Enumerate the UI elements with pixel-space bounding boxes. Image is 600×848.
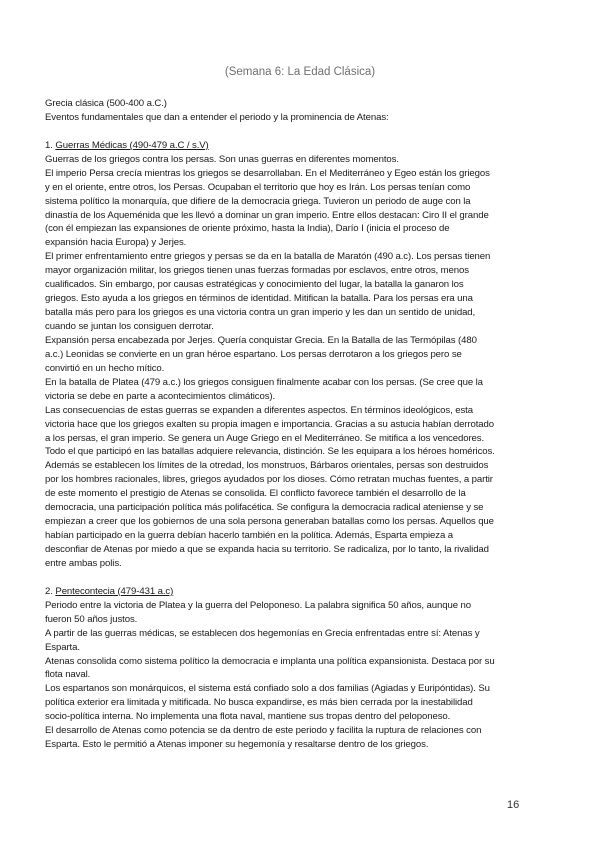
text-line: victoria hace que los griegos exalten su propia imagen e importancia. Gracias a su astucia habían derrotado (45, 418, 494, 430)
page-number: 16 (507, 799, 520, 811)
text-line: entre ambas polis. (45, 557, 122, 569)
spacer (45, 125, 557, 139)
text-line: batalla más pero para los griegos es una victoria contra un gran imperio y les dan un sentido de unidad, (45, 307, 476, 319)
text-line: cuando se juntan los consiguen derrotar. (45, 321, 214, 332)
page-header: (Semana 6: La Edad Clásica) (224, 66, 376, 78)
text-line: sistema político la monarquía, que difiere de la democracia griega. Tuvieron un periodo de auge con la (45, 195, 471, 207)
text-line: El desarrollo de Atenas como potencia se da dentro de este periodo y facilita la ruptura de relaciones con (45, 725, 482, 737)
text-line: y en el oriente, entre otros, los Persas. Ocupaban el territorio que hoy es Irán. Los persas tenían como (45, 181, 471, 193)
text-line: dinastía de los Aqueménida que les llevó a dominar un gran imperio. Entre ellos destacan: Ciro II el grande (45, 209, 489, 221)
text-line: fueron 50 años justos. (45, 613, 138, 625)
text-line: mayor organización militar, los griegos tienen unas fuerzas formadas por esclavos, entre otros, menos (45, 265, 469, 277)
text-line: Esparta. Esto le permitió a Atenas imponer su hegemonía y resaltarse dentro de los griegos. (45, 739, 429, 751)
text-line: El imperio Persa crecía mientras los griegos se desarrollaban. En el Mediterráneo y Egeo están los griegos (45, 167, 490, 179)
text-line: habían participado en la guerra debían hacerlo también en la política. Además, Esparta empieza a (45, 530, 453, 542)
text-line: Los espartanos son monárquicos, el sistema está confiado solo a dos familias (Agiadas y Euripóntidas). Su (45, 683, 490, 695)
text-line: por los hombres racionales, libres, griegos ayudados por los dioses. Cómo retratan muchas fuentes, a partir (45, 474, 493, 486)
text-line: victoria se debe en parte a acontecimientos climáticos). (45, 390, 276, 402)
document-title: Grecia clásica (500-400 a.C.) (45, 98, 167, 109)
section-2-title: Pentecontecia (479-431 a.c) (55, 585, 174, 597)
text-line: desconfiar de Atenas por miedo a que se expanda hacia su territorio. Se radicaliza, por lo tanto, la rivalidad (45, 544, 489, 555)
text-line: griegos. Esto ayuda a los griegos en términos de identidad. Mitifican la batalla. Para los persas era una (45, 293, 473, 305)
section-2-body (45, 599, 557, 752)
text-line: (con él empiezan las expansiones de oriente próximo, hasta la India), Darío I (inicia el proceso de (45, 223, 450, 235)
text-line: Las consecuencias de estas guerras se expanden a diferentes aspectos. En términos ideológicos, esta (45, 404, 473, 416)
text-line: política exterior era limitada y mitificada. No busca expandirse, es más bien cerrada por la inestabilidad (45, 697, 473, 709)
section-1-title: Guerras Médicas (490-479 a.C / s.V) (55, 139, 209, 151)
text-line: democracia, una participación política más polifacética. Se configura la democracia radical ateniense y se (45, 502, 484, 514)
text-line: Guerras de los griegos contra los persas. Son unas guerras en diferentes momentos. (45, 153, 399, 165)
text-line: empiezan a creer que los gobiernos de una sola persona generaban batallas como los persas. Aquellos que (45, 516, 494, 528)
text-line: A partir de las guerras médicas, se establecen dos hegemonías en Grecia enfrentadas entre sí: Atenas y (45, 627, 480, 639)
section-2-heading (45, 585, 557, 599)
text-line: socio-política interna. No implementa una flota naval, mantiene sus tropas dentro del peloponeso. (45, 711, 451, 723)
document-body (45, 97, 557, 752)
section-1-body (45, 153, 557, 571)
text-line: Todo el que participó en las batallas adquiere relevancia, distinción. Se les equipara a los héroes homéricos. (45, 446, 495, 458)
text-line: Además se establecen los límites de la otredad, los monstruos, Bárbaros orientales, persas son destruidos (45, 460, 489, 472)
text-line: cualificados. Sin embargo, por causas estratégicas y conocimiento del lugar, la batalla la ganaron los (45, 279, 464, 291)
text-line: Expansión persa encabezada por Jerjes. Quería conquistar Grecia. En la Batalla de las Termópilas (480 (45, 334, 477, 346)
text-line: Atenas consolida como sistema político la democracia e implanta una política expansionista. Destaca por su (45, 655, 495, 667)
text-line: flota naval. (45, 669, 91, 681)
text-line: convirtió en un hecho mítico. (45, 362, 165, 374)
text-line: Esparta. (45, 641, 80, 653)
intro-text: Eventos fundamentales que dan a entender el periodo y la prominencia de Atenas: (45, 111, 389, 123)
section-1-heading (45, 139, 557, 153)
text-line: En la batalla de Platea (479 a.c.) los griegos consiguen finalmente acabar con los persas. (Se cree que la (45, 376, 483, 388)
text-line: Periodo entre la victoria de Platea y la guerra del Peloponeso. La palabra significa 50 años, aunque no (45, 599, 471, 611)
text-line: de este momento el prestigio de Atenas se consolida. El conflicto favorece también el desarrollo de la (45, 488, 466, 500)
text-line: El primer enfrentamiento entre griegos y persas se da en la batalla de Maratón (490 a.c). Los persas tienen (45, 251, 491, 263)
text-line: a.c.) Leonidas se convierte en un gran héroe espartano. Los persas derrotaron a los griegos pero se (45, 348, 462, 360)
text-line: expansión hacia Europa) y Jerjes. (45, 237, 187, 249)
spacer (45, 571, 557, 585)
section-1-number: 1. (45, 139, 53, 151)
text-line: a los persas, el gran imperio. Se genera un Auge Griego en el Mediterráneo. Se mitifica a los vencedores. (45, 432, 485, 444)
section-2-number: 2. (45, 585, 53, 597)
